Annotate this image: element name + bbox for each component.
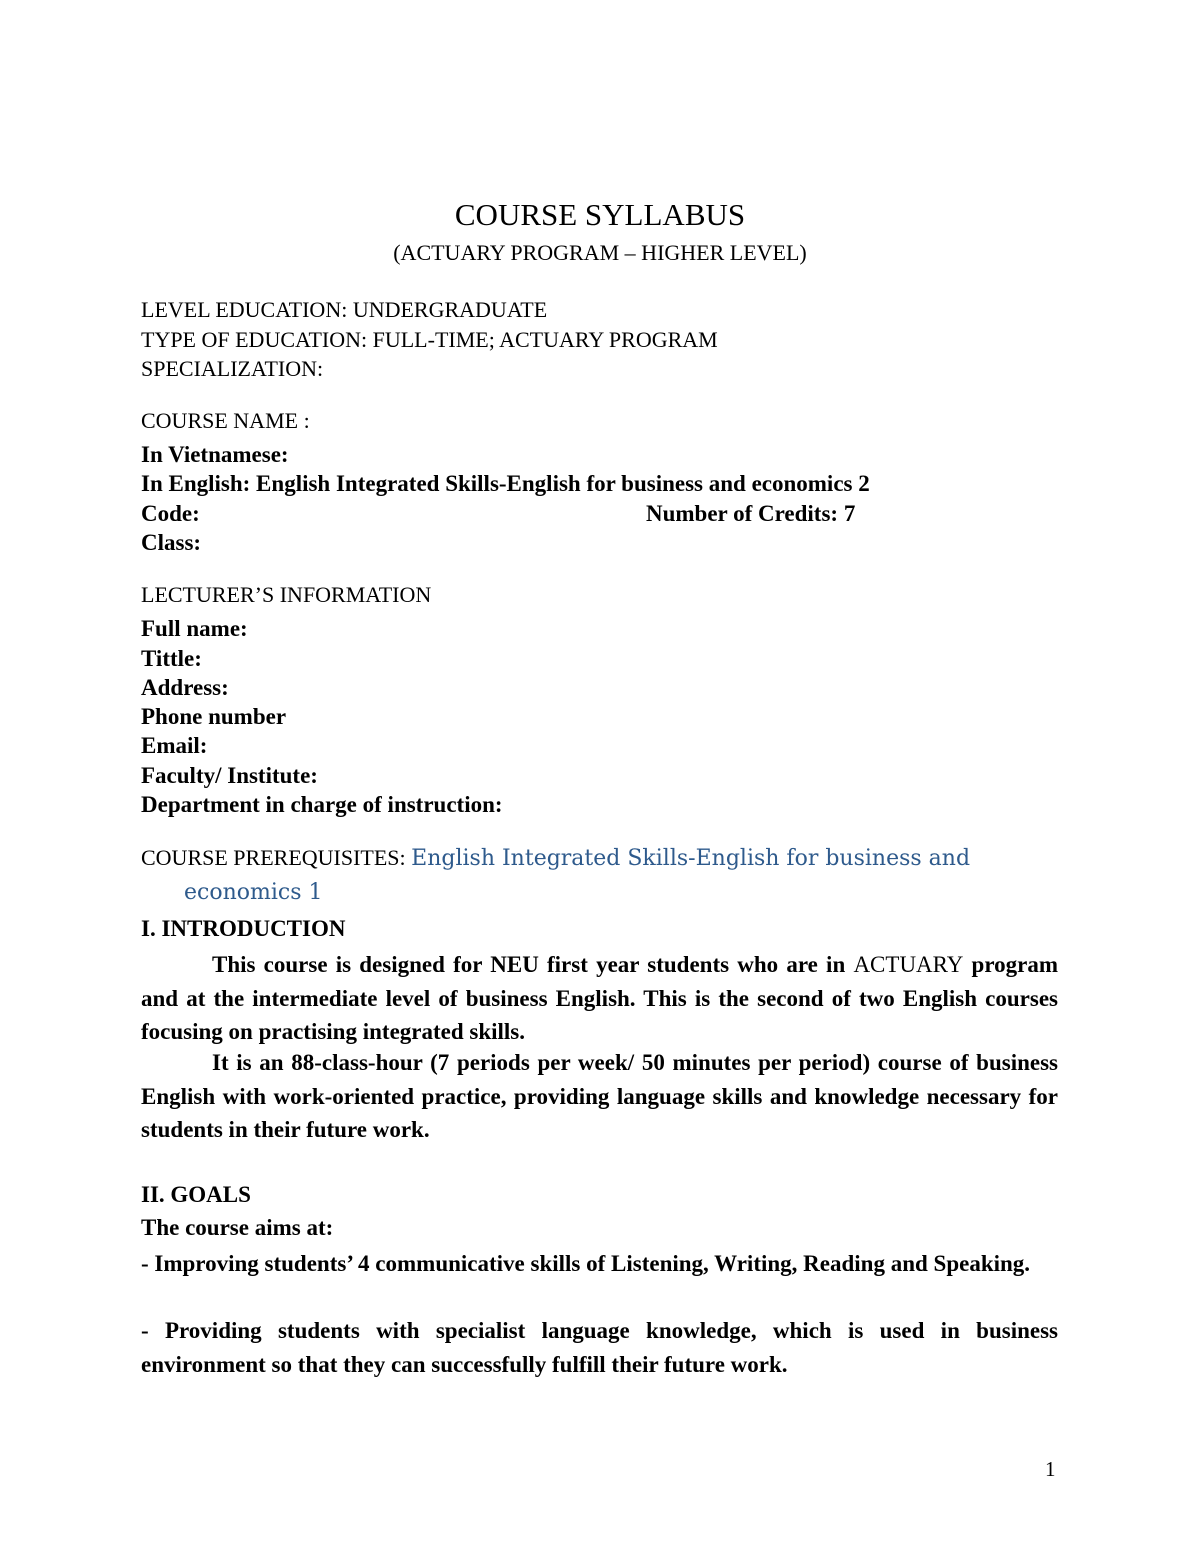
lecturer-faculty: Faculty/ Institute: (141, 763, 318, 788)
introduction-paragraph-2: It is an 88-class-hour (7 periods per week/ 50 minutes per period) course of business English with work-oriented practice, providing language skills and knowledge necessary for students in their future work. (141, 1050, 1058, 1142)
prerequisites-value: English Integrated Skills-English for business and (411, 846, 971, 871)
course-name-english: In English: English Integrated Skills-English for business and economics 2 (141, 471, 870, 496)
specialization-line: SPECIALIZATION: (141, 356, 324, 381)
lecturer-title: Tittle: (141, 646, 202, 671)
course-name-vietnamese: In Vietnamese: (141, 442, 289, 467)
introduction-paragraph-1: This course is designed for NEU first year students who are in ACTUARY program and at the intermediate level of business English. This is the second of two English courses focusing on practising integrated skills. (141, 952, 1058, 1044)
level-education-line: LEVEL EDUCATION: UNDERGRADUATE (141, 297, 548, 322)
lecturer-address: Address: (141, 675, 229, 700)
goals-heading: II. GOALS (141, 1182, 251, 1207)
lecturer-full-name: Full name: (141, 616, 248, 641)
prerequisites-value-continued: economics 1 (184, 880, 323, 905)
lecturer-info-heading: LECTURER’S INFORMATION (141, 582, 432, 607)
goals-lead: The course aims at: (141, 1215, 334, 1240)
number-of-credits: Number of Credits: 7 (646, 501, 856, 526)
introduction-heading: I. INTRODUCTION (141, 916, 346, 941)
lecturer-email: Email: (141, 733, 208, 758)
goal-item: - Providing students with specialist language knowledge, which is used in business environment so that they can successfully fulfill their future work. (141, 1318, 1058, 1377)
prerequisites-label: COURSE PREREQUISITES: (141, 845, 412, 870)
prerequisites-line (141, 845, 970, 871)
course-code: Code: (141, 501, 200, 526)
page-number: 1 (1045, 1457, 1056, 1481)
goal-item: - Improving students’ 4 communicative skills of Listening, Writing, Reading and Speaking. (141, 1251, 1031, 1276)
course-name-heading: COURSE NAME : (141, 408, 310, 433)
type-of-education-line: TYPE OF EDUCATION: FULL-TIME; ACTUARY PROGRAM (141, 327, 718, 352)
document-subtitle: (ACTUARY PROGRAM – HIGHER LEVEL) (393, 240, 807, 265)
actuary-highlight: ACTUARY (853, 952, 964, 977)
lecturer-phone: Phone number (141, 704, 287, 729)
lecturer-department: Department in charge of instruction: (141, 792, 503, 817)
course-class: Class: (141, 530, 202, 555)
document-title: COURSE SYLLABUS (454, 197, 746, 232)
